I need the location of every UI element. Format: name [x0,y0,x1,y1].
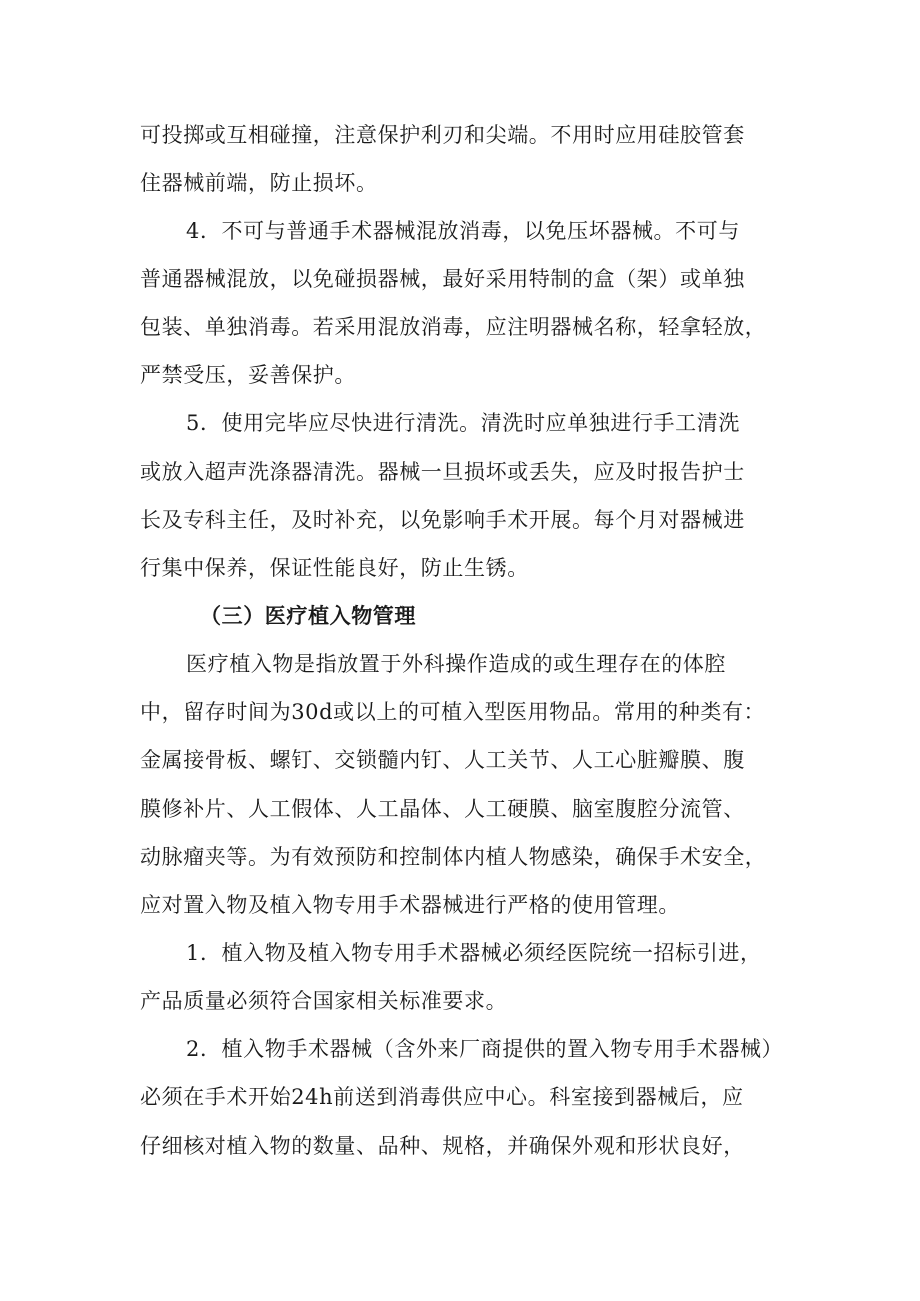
paragraph-line: 严禁受压，妥善保护。 [140,363,356,387]
paragraph-line: 膜修补片、人工假体、人工晶体、人工硬膜、脑室腹腔分流管、 [140,797,745,821]
paragraph-line: 或放入超声洗涤器清洗。器械一旦损坏或丢失，应及时报告护士 [140,460,745,484]
paragraph-line: 1．植入物及植入物专用手术器械必须经医院统一招标引进， [186,941,762,965]
paragraph-line: 必须在手术开始24h前送到消毒供应中心。科室接到器械后，应 [140,1085,744,1109]
paragraph-line: 5．使用完毕应尽快进行清洗。清洗时应单独进行手工清洗 [186,411,740,435]
paragraph-line: 动脉瘤夹等。为有效预防和控制体内植人物感染，确保手术安全， [140,845,767,869]
paragraph-line: 金属接骨板、螺钉、交锁髓内钉、人工关节、人工心脏瓣膜、腹 [140,748,745,772]
paragraph-line: 4．不可与普通手术器械混放消毒，以免压坏器械。不可与 [186,219,740,243]
paragraph-line: 医疗植入物是指放置于外科操作造成的或生理存在的体腔 [186,652,726,676]
paragraph-line: 可投掷或互相碰撞，注意保护利刃和尖端。不用时应用硅胶管套 [140,123,745,147]
paragraph-line: 行集中保养，保证性能良好，防止生锈。 [140,556,529,580]
section-heading: （三）医疗植入物管理 [200,603,416,628]
paragraph-line: 住器械前端，防止损坏。 [140,171,378,195]
paragraph-line: 仔细核对植入物的数量、品种、规格，并确保外观和形状良好， [140,1134,745,1158]
paragraph-line: 包装、单独消毒。若采用混放消毒，应注明器械名称，轻拿轻放， [140,315,767,339]
paragraph-line: 应对置入物及植入物专用手术器械进行严格的使用管理。 [140,893,680,917]
paragraph-line: 产品质量必须符合国家相关标准要求。 [140,989,508,1013]
paragraph-line: 普通器械混放，以免碰损器械，最好采用特制的盒（架）或单独 [140,267,745,291]
paragraph-line: 长及专科主任，及时补充，以免影响手术开展。每个月对器械进 [140,508,745,532]
paragraph-line: 2．植入物手术器械（含外来厂商提供的置入物专用手术器械） [186,1037,784,1061]
paragraph-line: 中，留存时间为30d或以上的可植入型医用物品。常用的种类有： [140,700,766,724]
